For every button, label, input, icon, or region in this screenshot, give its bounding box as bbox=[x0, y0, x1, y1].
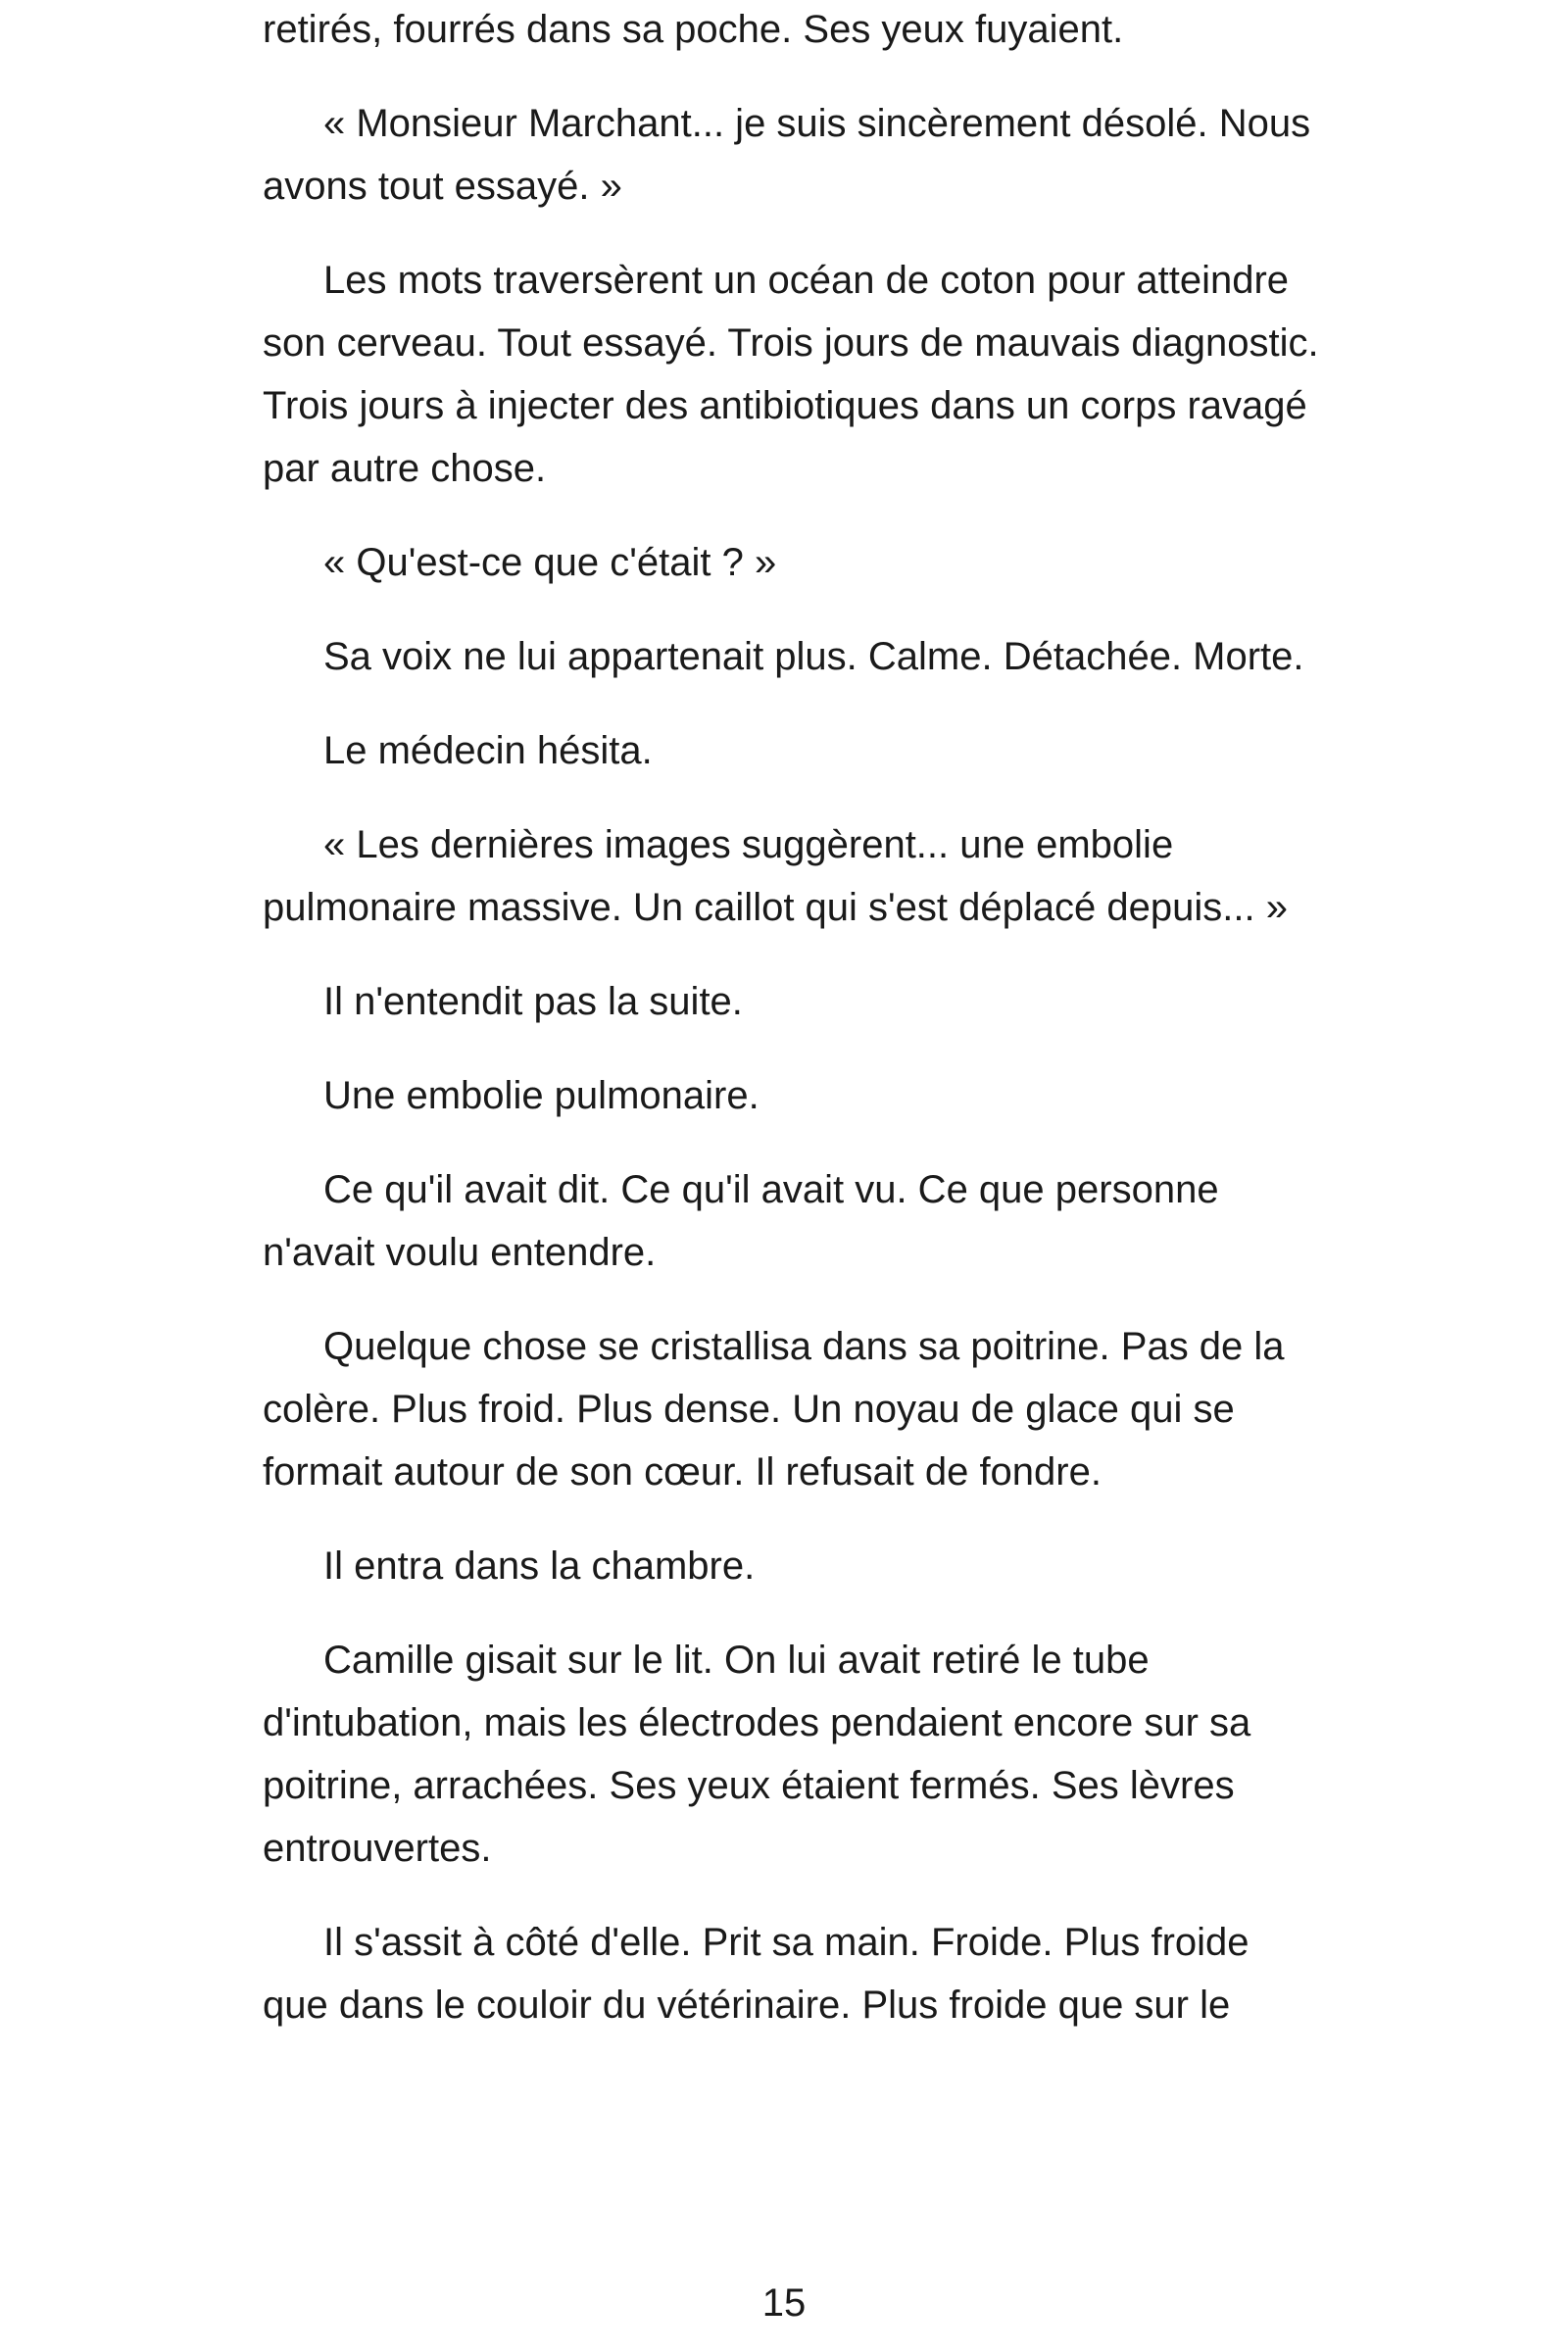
paragraph: Il s'assit à côté d'elle. Prit sa main. Froide. Plus froide que dans le couloir du vétérinaire. Plus froide que sur le bbox=[263, 1921, 1250, 2027]
paragraph: Quelque chose se cristallisa dans sa poitrine. Pas de la colère. Plus froid. Plus dense. Un noyau de glace qui se formait autour de son cœur. Il refusait de fondre. bbox=[263, 1325, 1285, 1494]
paragraph: Le médecin hésita. bbox=[323, 729, 653, 772]
paragraph: retirés, fourrés dans sa poche. Ses yeux fuyaient. bbox=[263, 8, 1124, 51]
paragraph: Il entra dans la chambre. bbox=[323, 1544, 756, 1588]
paragraph: Il n'entendit pas la suite. bbox=[323, 980, 743, 1023]
paragraph: Camille gisait sur le lit. On lui avait retiré le tube d'intubation, mais les électrodes pendaient encore sur sa poitrine, arrachées. Ses yeux étaient fermés. Ses lèvres entrouvertes. bbox=[263, 1639, 1251, 1870]
paragraph: « Les dernières images suggèrent... une embolie pulmonaire massive. Un caillot qui s'est déplacé depuis... » bbox=[263, 823, 1288, 929]
paragraph: Une embolie pulmonaire. bbox=[323, 1074, 760, 1117]
page-body-text bbox=[263, 0, 1321, 2068]
paragraph: « Monsieur Marchant... je suis sincèrement désolé. Nous avons tout essayé. » bbox=[263, 102, 1311, 208]
paragraph: Sa voix ne lui appartenait plus. Calme. Détachée. Morte. bbox=[323, 635, 1304, 678]
paragraph: Les mots traversèrent un océan de coton pour atteindre son cerveau. Tout essayé. Trois jours de mauvais diagnostic. Trois jours à injecter des antibiotiques dans un corps ravagé par autre chose. bbox=[263, 259, 1319, 490]
paragraph: Ce qu'il avait dit. Ce qu'il avait vu. Ce que personne n'avait voulu entendre. bbox=[263, 1168, 1219, 1274]
paragraph: « Qu'est-ce que c'était ? » bbox=[323, 541, 777, 584]
page-number: 15 bbox=[761, 2281, 807, 2325]
